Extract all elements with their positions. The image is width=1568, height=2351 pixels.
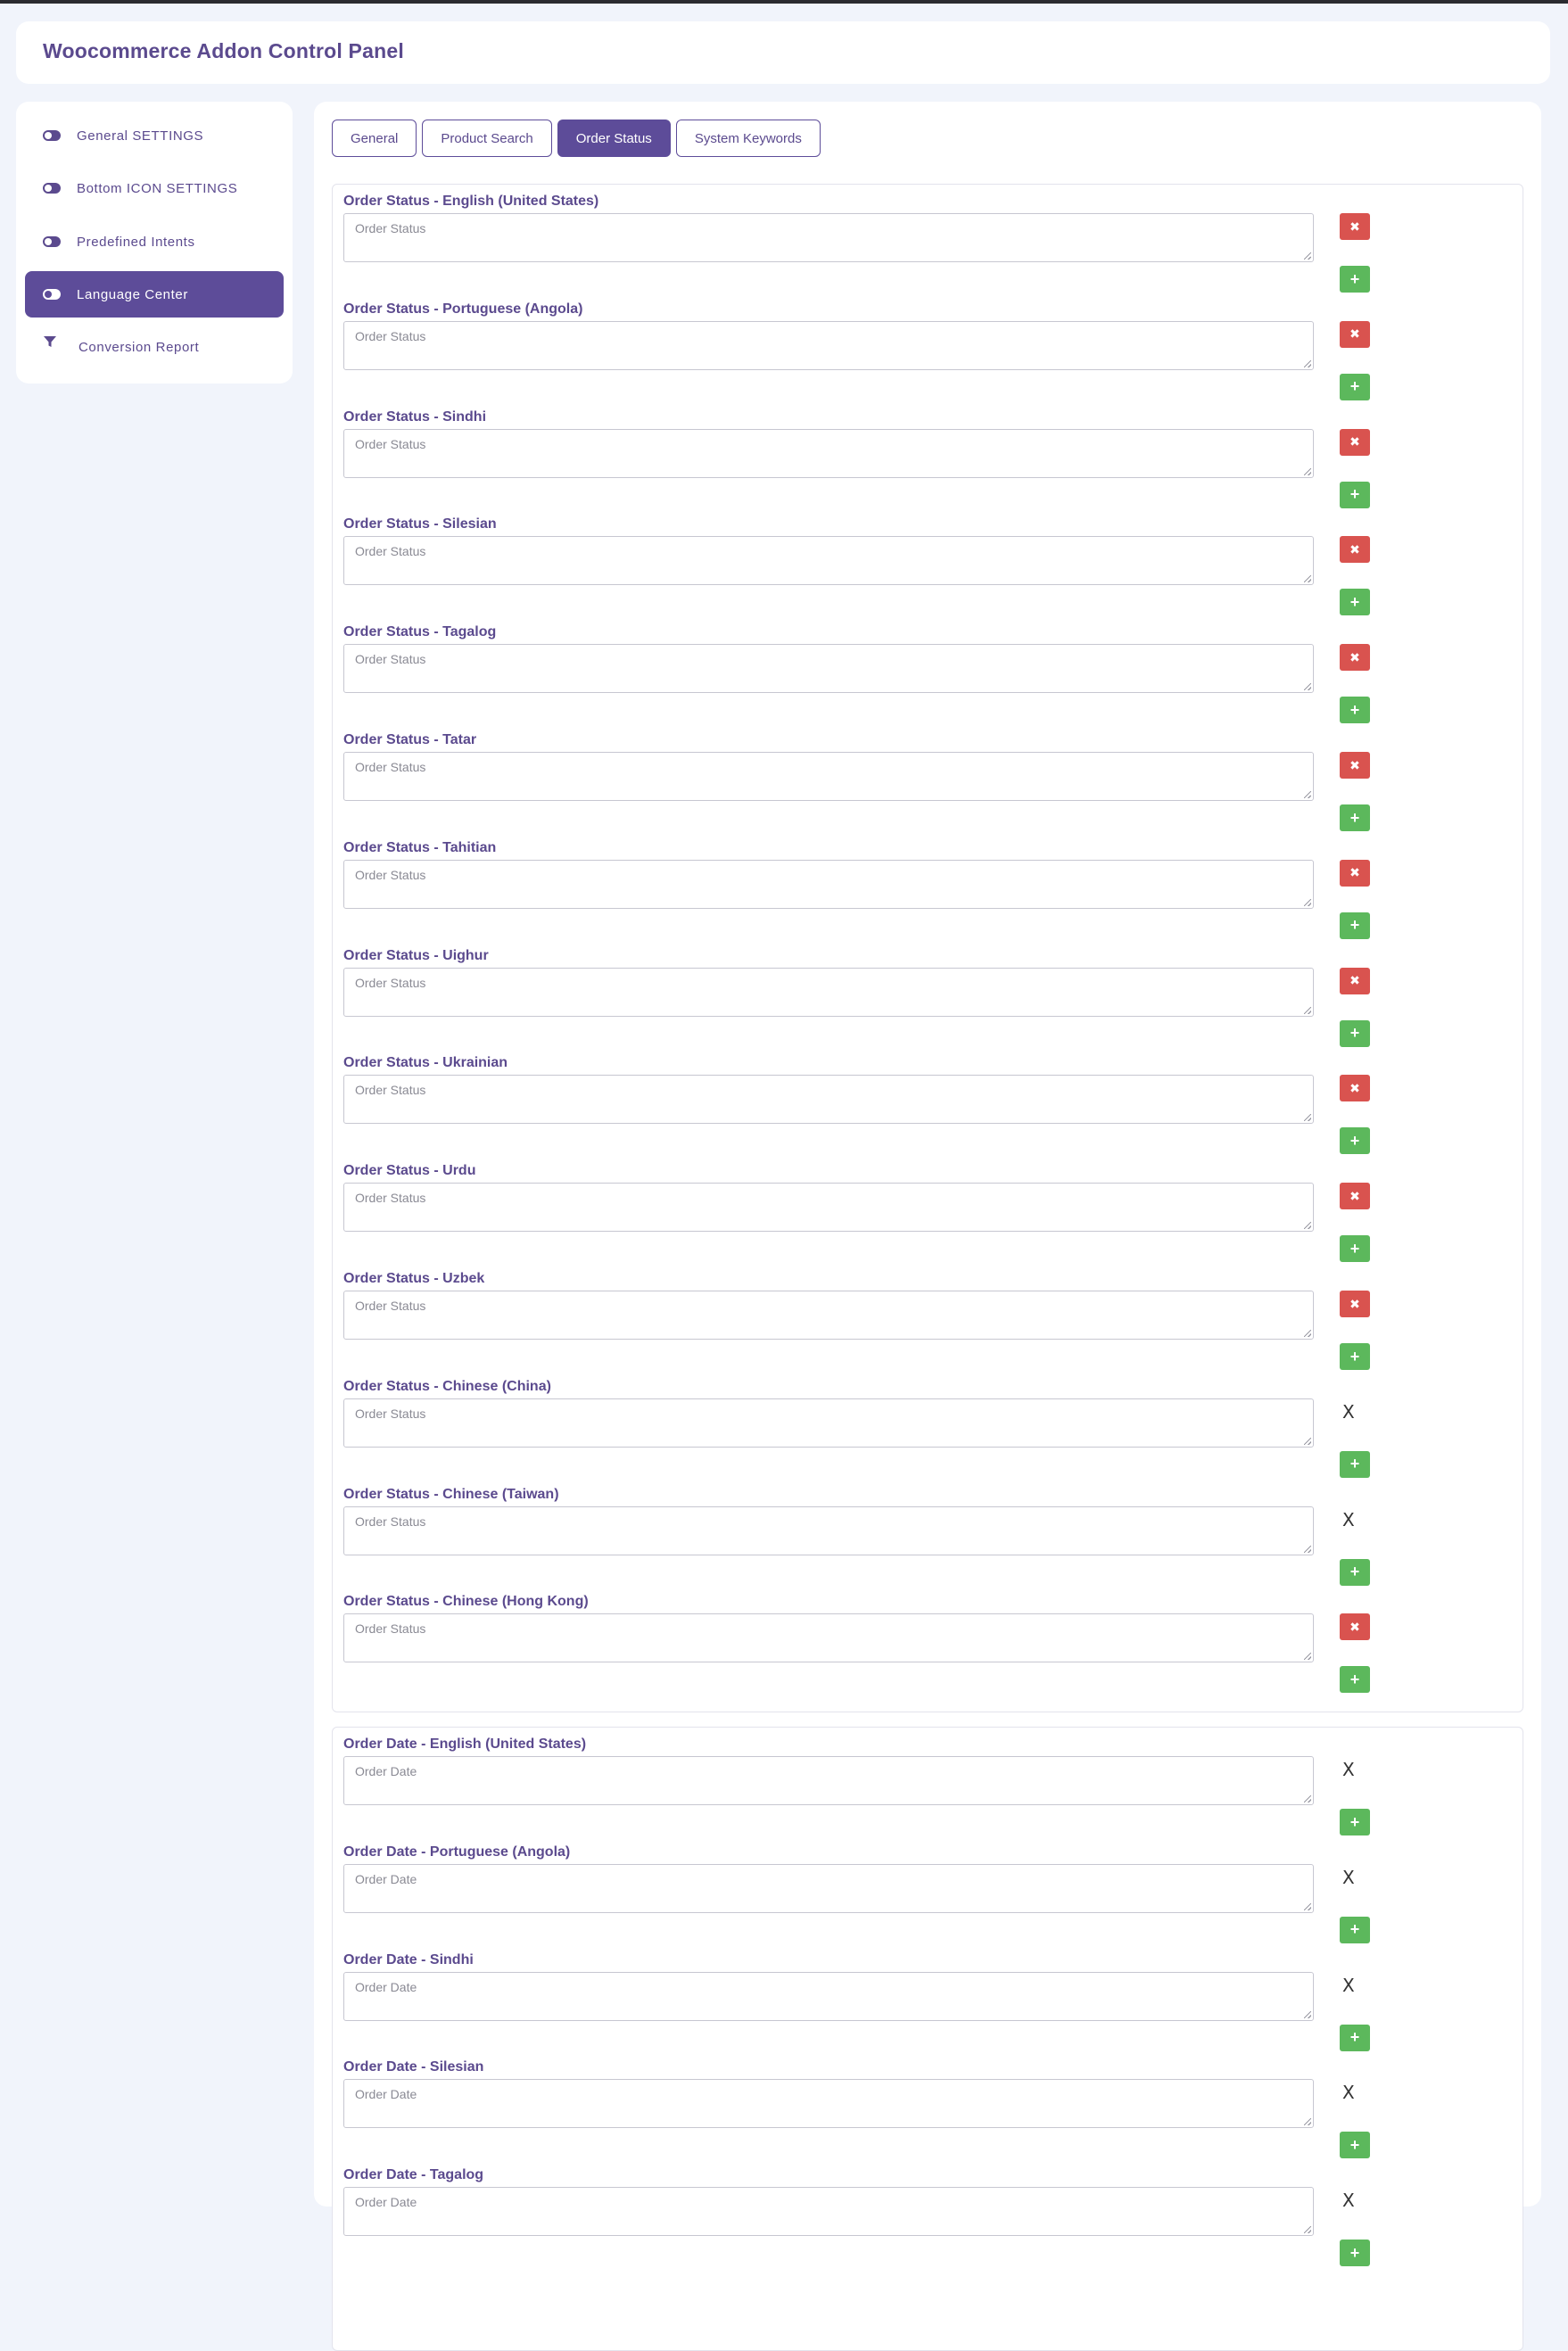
language-field-row xyxy=(343,301,1503,409)
language-field-row xyxy=(343,1055,1503,1163)
remove-button[interactable]: ✖ xyxy=(1340,429,1370,456)
tab-bar xyxy=(332,120,821,157)
sidebar-item-label: Language Center xyxy=(77,286,188,302)
toggle-icon xyxy=(43,236,61,247)
keyword-textarea[interactable]: Order Status xyxy=(343,860,1314,909)
sidebar-item-language-center[interactable] xyxy=(25,271,284,318)
language-field-row xyxy=(343,1487,1503,1595)
add-button[interactable]: + xyxy=(1340,1020,1370,1047)
add-button[interactable]: + xyxy=(1340,2132,1370,2158)
remove-button[interactable]: ✖ xyxy=(1340,752,1370,779)
field-label: Order Date - Portuguese (Angola) xyxy=(343,1844,571,1860)
filter-icon xyxy=(45,342,62,352)
add-button[interactable]: + xyxy=(1340,1666,1370,1693)
sidebar-item-general-settings[interactable] xyxy=(25,112,284,159)
keyword-textarea[interactable]: Order Status xyxy=(343,1506,1314,1555)
language-field-row xyxy=(343,1379,1503,1487)
language-field-row xyxy=(343,948,1503,1056)
language-field-row xyxy=(343,2059,1503,2167)
field-label: Order Date - English (United States) xyxy=(343,1736,587,1752)
keyword-textarea[interactable]: Order Status xyxy=(343,1291,1314,1340)
language-field-row xyxy=(343,624,1503,732)
add-button[interactable]: + xyxy=(1340,482,1370,508)
sidebar-item-label: Predefined Intents xyxy=(77,234,195,250)
language-field-row xyxy=(343,840,1503,948)
field-label: Order Status - Chinese (China) xyxy=(343,1378,551,1394)
language-field-row xyxy=(343,1736,1503,1844)
page-title: Woocommerce Addon Control Panel xyxy=(43,39,404,62)
add-button[interactable]: + xyxy=(1340,1559,1370,1586)
field-label: Order Date - Sindhi xyxy=(343,1951,474,1967)
add-button[interactable]: + xyxy=(1340,374,1370,400)
tab-system-keywords[interactable]: System Keywords xyxy=(676,120,821,157)
keyword-textarea[interactable]: Order Status xyxy=(343,752,1314,801)
keyword-textarea[interactable]: Order Status xyxy=(343,1613,1314,1662)
sidebar-item-conversion-report[interactable] xyxy=(25,324,284,370)
add-button[interactable]: + xyxy=(1340,2025,1370,2051)
language-field-row xyxy=(343,1844,1503,1952)
field-label: Order Status - Tahitian xyxy=(343,839,497,855)
add-button[interactable]: + xyxy=(1340,1343,1370,1370)
keyword-textarea[interactable]: Order Date xyxy=(343,1864,1314,1913)
field-label: Order Status - Uzbek xyxy=(343,1271,485,1286)
add-button[interactable]: + xyxy=(1340,266,1370,293)
language-field-row xyxy=(343,1952,1503,2060)
add-button[interactable]: + xyxy=(1340,1127,1370,1154)
keyword-textarea[interactable]: Order Status xyxy=(343,1398,1314,1448)
add-button[interactable]: + xyxy=(1340,1451,1370,1478)
language-field-row xyxy=(343,409,1503,517)
field-label: Order Date - Tagalog xyxy=(343,2167,484,2183)
toggle-icon xyxy=(43,183,61,194)
order-status-group xyxy=(332,184,1523,1712)
add-button[interactable]: + xyxy=(1340,912,1370,939)
sidebar-item-predefined-intents[interactable] xyxy=(25,219,284,265)
add-button[interactable]: + xyxy=(1340,697,1370,723)
keyword-textarea[interactable]: Order Status xyxy=(343,1075,1314,1124)
tab-product-search[interactable]: Product Search xyxy=(422,120,551,157)
field-label: Order Status - Chinese (Taiwan) xyxy=(343,1486,559,1502)
main-panel xyxy=(314,102,1541,2262)
field-label: Order Status - English (United States) xyxy=(343,194,599,209)
add-button[interactable]: + xyxy=(1340,804,1370,831)
language-field-row xyxy=(343,1271,1503,1379)
order-date-group xyxy=(332,1727,1523,2351)
keyword-textarea[interactable]: Order Status xyxy=(343,968,1314,1017)
sidebar xyxy=(16,102,293,384)
remove-text-button[interactable]: X xyxy=(1342,2190,1355,2212)
field-label: Order Status - Silesian xyxy=(343,516,497,532)
language-field-row xyxy=(343,732,1503,840)
tab-general[interactable]: General xyxy=(332,120,417,157)
field-label: Order Status - Sindhi xyxy=(343,408,487,425)
field-label: Order Status - Ukrainian xyxy=(343,1055,508,1071)
remove-text-button[interactable]: X xyxy=(1342,1974,1355,1996)
remove-button[interactable]: ✖ xyxy=(1340,860,1370,887)
language-field-row xyxy=(343,1163,1503,1271)
language-field-row xyxy=(343,1594,1503,1702)
sidebar-item-label: General SETTINGS xyxy=(77,128,204,144)
keyword-textarea[interactable]: Order Date xyxy=(343,2187,1314,2236)
field-label: Order Status - Tagalog xyxy=(343,624,497,640)
remove-button[interactable]: ✖ xyxy=(1340,536,1370,563)
language-field-row xyxy=(343,2167,1503,2275)
window-top-border xyxy=(0,0,1568,4)
field-label: Order Date - Silesian xyxy=(343,2059,484,2075)
field-label: Order Status - Portuguese (Angola) xyxy=(343,301,583,317)
remove-button[interactable]: ✖ xyxy=(1340,1075,1370,1101)
remove-button[interactable]: ✖ xyxy=(1340,1183,1370,1209)
add-button[interactable]: + xyxy=(1340,1809,1370,1835)
keyword-textarea[interactable]: Order Date xyxy=(343,1756,1314,1805)
remove-button[interactable]: ✖ xyxy=(1340,1291,1370,1317)
tab-order-status[interactable]: Order Status xyxy=(557,120,671,157)
field-label: Order Status - Uighur xyxy=(343,947,489,963)
toggle-icon xyxy=(43,289,61,300)
remove-text-button[interactable]: X xyxy=(1342,1508,1355,1530)
add-button[interactable]: + xyxy=(1340,1235,1370,1262)
sidebar-item-bottom-icon-settings[interactable] xyxy=(25,165,284,211)
keyword-textarea[interactable]: Order Status xyxy=(343,429,1314,478)
keyword-textarea[interactable]: Order Date xyxy=(343,2079,1314,2128)
remove-button[interactable]: ✖ xyxy=(1340,644,1370,671)
field-label: Order Status - Tatar xyxy=(343,732,477,747)
remove-button[interactable]: ✖ xyxy=(1340,213,1370,240)
sidebar-item-label: Bottom ICON SETTINGS xyxy=(77,180,238,196)
remove-button[interactable]: ✖ xyxy=(1340,1613,1370,1640)
toggle-icon xyxy=(43,130,61,141)
language-field-row xyxy=(343,194,1503,301)
keyword-textarea[interactable]: Order Status xyxy=(343,213,1314,262)
page-header xyxy=(16,21,1550,84)
add-button[interactable]: + xyxy=(1340,2240,1370,2266)
keyword-textarea[interactable]: Order Status xyxy=(343,321,1314,370)
keyword-textarea[interactable]: Order Date xyxy=(343,1972,1314,2021)
remove-button[interactable]: ✖ xyxy=(1340,968,1370,994)
sidebar-item-label: Conversion Report xyxy=(78,339,200,355)
field-label: Order Status - Chinese (Hong Kong) xyxy=(343,1594,589,1610)
remove-text-button[interactable]: X xyxy=(1342,1866,1355,1888)
remove-text-button[interactable]: X xyxy=(1342,1759,1355,1780)
remove-text-button[interactable]: X xyxy=(1342,1400,1355,1423)
language-field-row xyxy=(343,516,1503,624)
keyword-textarea[interactable]: Order Status xyxy=(343,644,1314,693)
field-label: Order Status - Urdu xyxy=(343,1163,476,1179)
remove-text-button[interactable]: X xyxy=(1342,2082,1355,2104)
keyword-textarea[interactable]: Order Status xyxy=(343,536,1314,585)
remove-button[interactable]: ✖ xyxy=(1340,321,1370,348)
add-button[interactable]: + xyxy=(1340,1917,1370,1943)
add-button[interactable]: + xyxy=(1340,589,1370,615)
keyword-textarea[interactable]: Order Status xyxy=(343,1183,1314,1232)
